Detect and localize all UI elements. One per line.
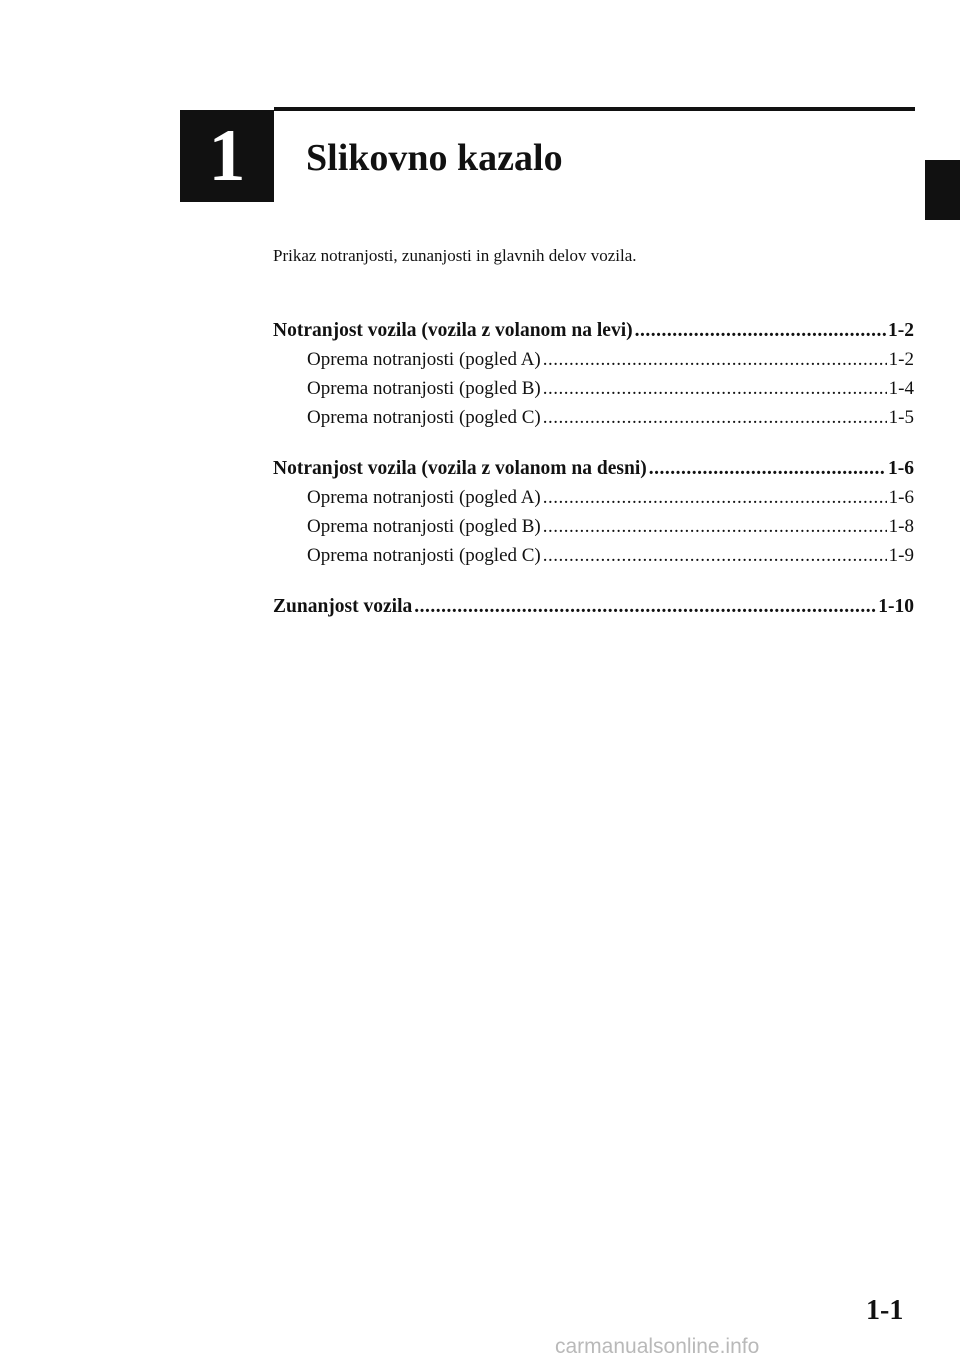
toc-leader-dots [414, 592, 876, 621]
toc-entry-title: Zunanjost vozila [273, 596, 413, 617]
toc-leader-dots [543, 345, 887, 374]
toc-entry-page: 1-10 [878, 596, 914, 617]
toc-entry-title: Oprema notranjosti (pogled C) [307, 407, 541, 428]
chapter-title: Slikovno kazalo [306, 137, 563, 179]
toc-leader-dots [543, 541, 887, 570]
toc-entry-title: Oprema notranjosti (pogled C) [307, 545, 541, 566]
toc-entry-title: Oprema notranjosti (pogled B) [307, 378, 541, 399]
toc-group-right-hand-drive [273, 454, 914, 570]
header-rule [274, 107, 915, 111]
toc-leader-dots [543, 512, 887, 541]
chapter-number: 1 [208, 115, 246, 197]
intro-text: Prikaz notranjosti, zunanjosti in glavnih delov vozila. [273, 246, 637, 265]
toc-entry-left-hand-drive-interior[interactable] [273, 316, 914, 345]
toc-entry-page: 1-4 [888, 378, 914, 399]
toc-entry-title: Oprema notranjosti (pogled B) [307, 516, 541, 537]
toc-entry-page: 1-6 [888, 458, 914, 479]
toc-leader-dots [543, 374, 887, 403]
toc-subentry-view-b[interactable] [273, 374, 914, 403]
toc-leader-dots [543, 403, 887, 432]
toc-group-left-hand-drive [273, 316, 914, 432]
toc-entry-page: 1-5 [888, 407, 914, 428]
table-of-contents [273, 316, 914, 643]
toc-leader-dots [635, 316, 886, 345]
toc-entry-title: Oprema notranjosti (pogled A) [307, 349, 541, 370]
toc-entry-title: Notranjost vozila (vozila z volanom na desni) [273, 458, 647, 479]
toc-entry-page: 1-2 [888, 320, 914, 341]
toc-subentry-view-b[interactable] [273, 512, 914, 541]
toc-subentry-view-c[interactable] [273, 403, 914, 432]
toc-entry-title: Oprema notranjosti (pogled A) [307, 487, 541, 508]
toc-entry-exterior[interactable] [273, 592, 914, 621]
toc-entry-page: 1-2 [888, 349, 914, 370]
page-number: 1-1 [866, 1295, 904, 1326]
watermark-text: carmanualsonline.info [555, 1335, 760, 1358]
chapter-edge-tab [925, 160, 960, 220]
toc-subentry-view-c[interactable] [273, 541, 914, 570]
toc-leader-dots [649, 454, 886, 483]
toc-group-exterior [273, 592, 914, 621]
toc-entry-page: 1-9 [888, 545, 914, 566]
toc-subentry-view-a[interactable] [273, 483, 914, 512]
toc-entry-title: Notranjost vozila (vozila z volanom na levi) [273, 320, 633, 341]
toc-entry-page: 1-6 [888, 487, 914, 508]
chapter-number-box [180, 110, 274, 202]
toc-entry-page: 1-8 [888, 516, 914, 537]
toc-entry-right-hand-drive-interior[interactable] [273, 454, 914, 483]
toc-leader-dots [543, 483, 887, 512]
toc-subentry-view-a[interactable] [273, 345, 914, 374]
